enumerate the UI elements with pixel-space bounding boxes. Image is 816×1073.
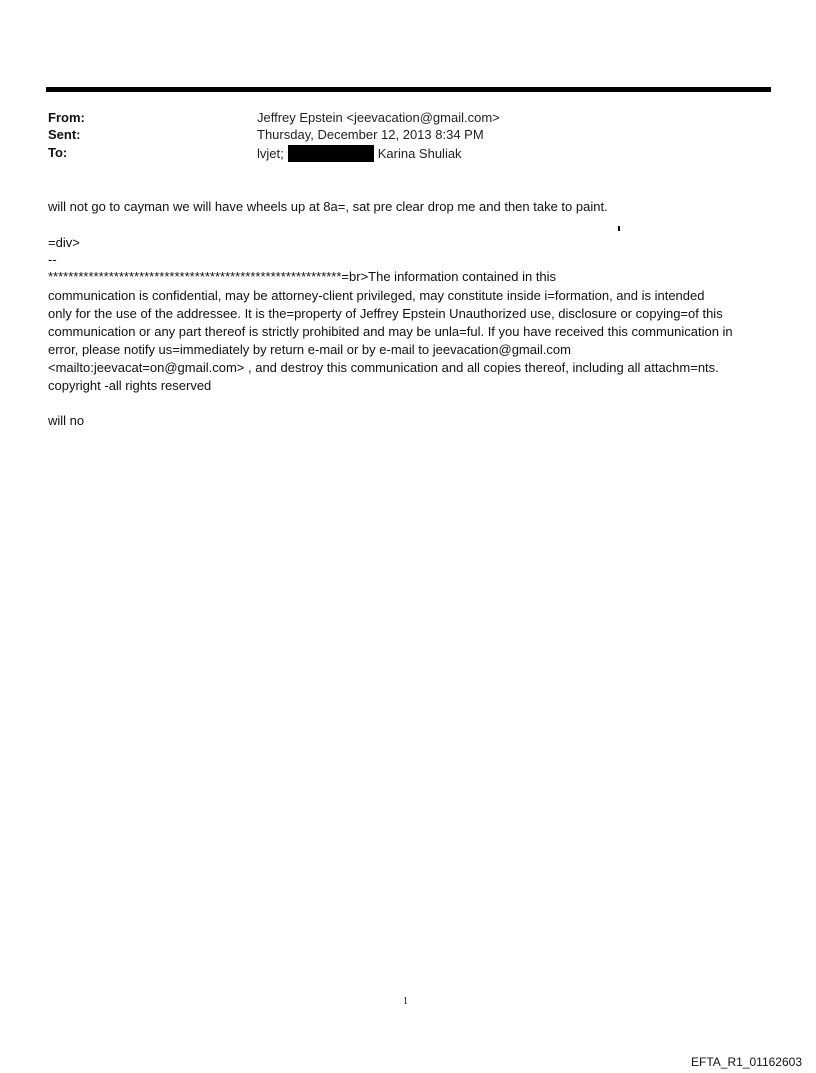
sent-label: Sent: xyxy=(48,127,81,142)
body-line-1: will not go to cayman we will have wheels up at 8a=, sat pre clear drop me and then take to paint. xyxy=(48,199,608,214)
body-line-5: communication is confidential, may be attorney-client privileged, may constitute inside i=formation, and is intended xyxy=(48,288,705,303)
header-rule xyxy=(46,87,771,92)
page-number: 1 xyxy=(403,996,408,1007)
to-value xyxy=(257,145,462,162)
from-value: Jeffrey Epstein <jeevacation@gmail.com> xyxy=(257,110,500,125)
to-label: To: xyxy=(48,145,68,160)
body-line-8: error, please notify us=immediately by return e-mail or by e-mail to jeevacation@gmail.com xyxy=(48,342,571,357)
body-line-11: will no xyxy=(48,413,85,428)
redaction-box xyxy=(288,145,374,162)
body-line-10: copyright -all rights reserved xyxy=(48,378,212,393)
body-line-6: only for the use of the addressee. It is the=property of Jeffrey Epstein Unauthorized use, disclosure or copying=of this xyxy=(48,306,723,321)
body-line-2: =div> xyxy=(48,235,80,250)
sent-value: Thursday, December 12, 2013 8:34 PM xyxy=(257,127,484,142)
body-line-9: <mailto:jeevacat=on@gmail.com> , and destroy this communication and all copies thereof, including all attachm=nts. xyxy=(48,360,719,375)
body-line-7: communication or any part thereof is strictly prohibited and may be unla=ful. If you have received this communication in xyxy=(48,324,733,339)
body-line-4: **********************************************************=br>The information contained in this xyxy=(48,269,557,284)
body-line-3: -- xyxy=(48,252,57,267)
stray-mark xyxy=(618,226,620,231)
to-recipient-2: Karina Shuliak xyxy=(377,146,462,161)
document-id: EFTA_R1_01162603 xyxy=(691,1055,802,1069)
to-recipient-1: lvjet; xyxy=(257,146,284,161)
from-label: From: xyxy=(48,110,85,125)
